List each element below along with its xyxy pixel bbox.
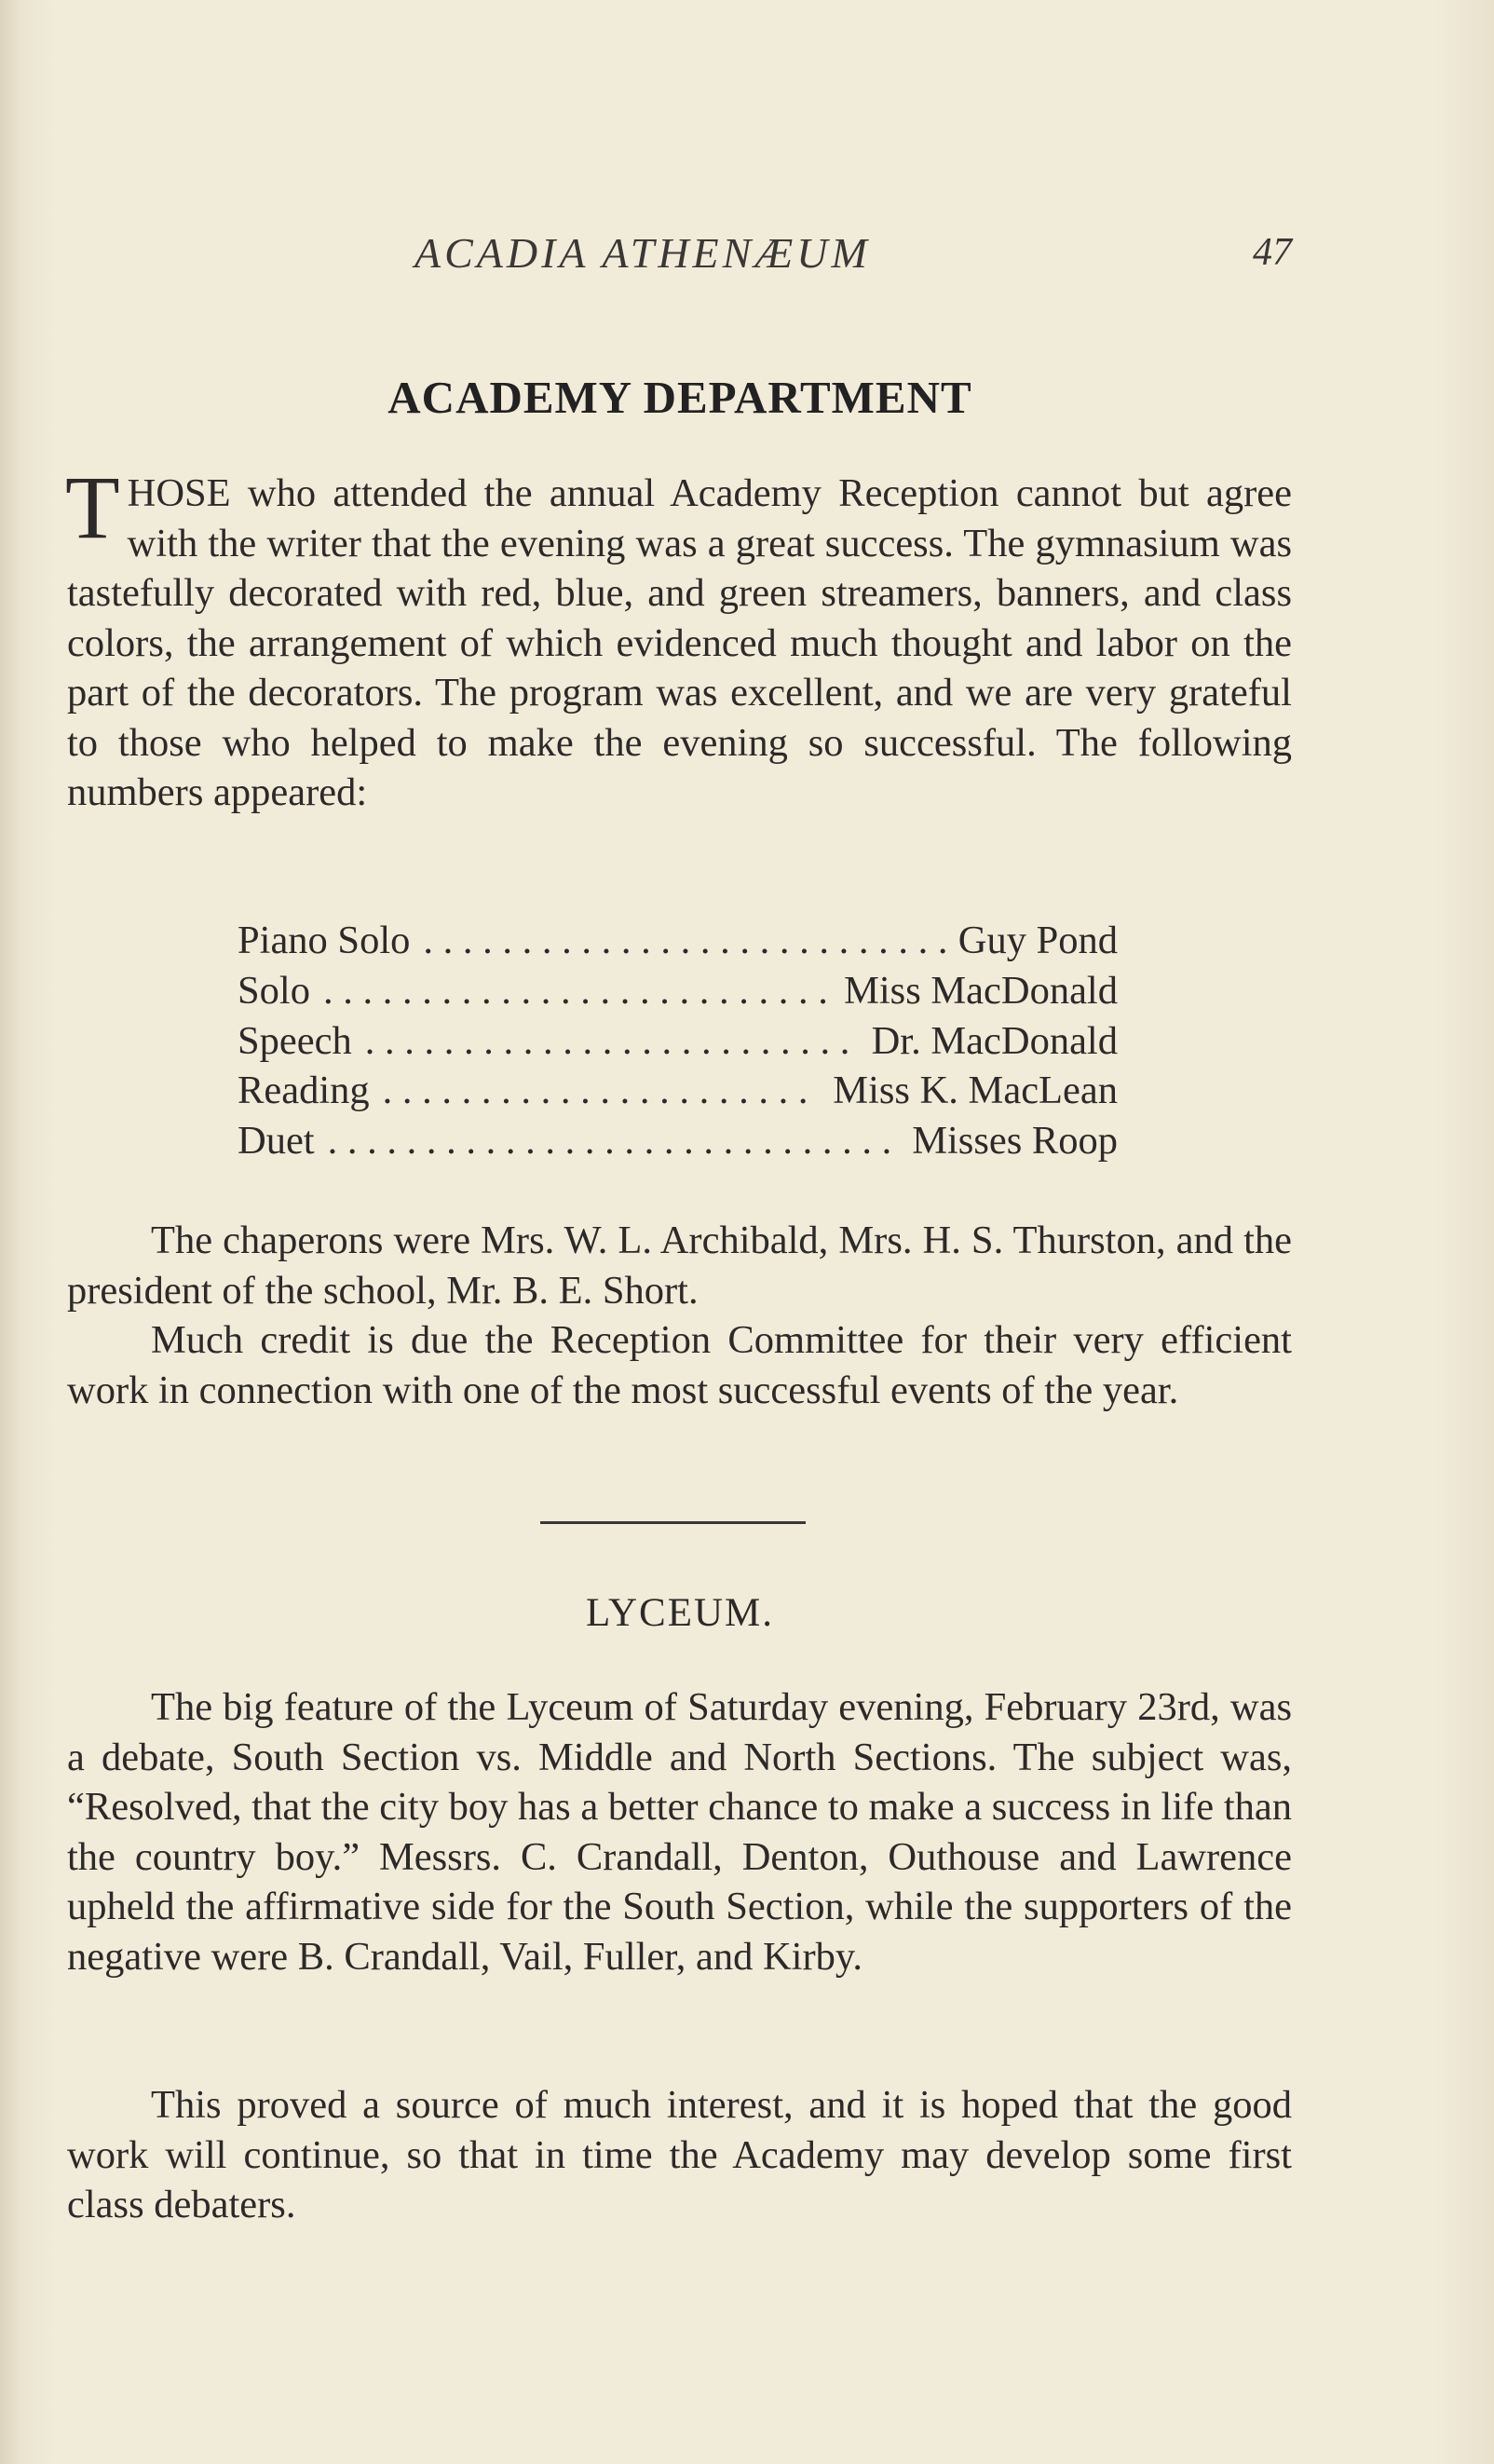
section-divider xyxy=(540,1521,806,1524)
intro-paragraph xyxy=(65,457,1292,818)
program-performer: Dr. MacDonald xyxy=(871,1018,1118,1063)
debate-paragraph: The big feature of the Lyceum of Saturday evening, February 23rd, was a debate, South Section vs. Middle and North Sections. The subject was, “Resolved, that the city boy has a better chance to make a success in life than the country boy.” Messrs. C. Crandall, Denton, Outhouse and Lawrence upheld the affirmative side for the South Section, while the supporters of the negative were B. Crandall, Vail, Fuller, and Kirby. xyxy=(67,1685,1292,1979)
dot-leader xyxy=(365,1016,859,1067)
running-head xyxy=(0,228,1494,284)
program-performer: Misses Roop xyxy=(912,1119,1118,1164)
program-row xyxy=(238,916,1118,966)
dot-leader xyxy=(328,1116,900,1166)
program-row xyxy=(238,1116,1118,1166)
lyceum-heading: LYCEUM. xyxy=(586,1591,774,1635)
dot-leader xyxy=(423,916,944,966)
chaperons-paragraph: The chaperons were Mrs. W. L. Archibald, Mrs. H. S. Thurston, and the president of the school, Mr. B. E. Short. xyxy=(67,1218,1292,1313)
program-item: Piano Solo xyxy=(238,919,411,962)
program-item: Duet xyxy=(238,1119,315,1164)
program-row xyxy=(238,966,1118,1016)
program-row xyxy=(238,1016,1118,1067)
program-performer: Miss MacDonald xyxy=(844,968,1118,1013)
credit-paragraph: Much credit is due the Reception Committee for their very efficient work in connection with one of the most successful events of the year. xyxy=(67,1318,1292,1412)
hope-paragraph: This proved a source of much interest, and it is hoped that the good work will continue, so that in time the Academy may develop some first class debaters. xyxy=(67,2083,1292,2226)
program-list xyxy=(238,916,1118,1166)
program-row xyxy=(238,1066,1118,1116)
dot-leader xyxy=(323,966,831,1016)
program-item: Speech xyxy=(238,1018,352,1063)
program-item: Solo xyxy=(238,968,310,1013)
journal-title: ACADIA ATHENÆUM xyxy=(414,229,871,277)
page-number: 47 xyxy=(1253,231,1292,274)
program-item: Reading xyxy=(238,1069,370,1113)
academy-department-heading: ACADEMY DEPARTMENT xyxy=(387,372,972,423)
drop-cap: T xyxy=(65,457,120,557)
program-performer: Miss K. MacLean xyxy=(833,1069,1118,1113)
intro-text: HOSE who attended the annual Academy Reception cannot but agree with the writer that the evening was a great success. The gymnasium was tastefully decorated with red, blue, and green streamers, banners, and class colors, the arrangement of which evidenced much thought and labor on the part of the decorators. The program was excellent, and we are very grateful to those who helped to make the evening so successful. The following numbers appeared: xyxy=(67,471,1292,814)
program-performer: Guy Pond xyxy=(958,919,1118,962)
dot-leader xyxy=(383,1066,821,1116)
